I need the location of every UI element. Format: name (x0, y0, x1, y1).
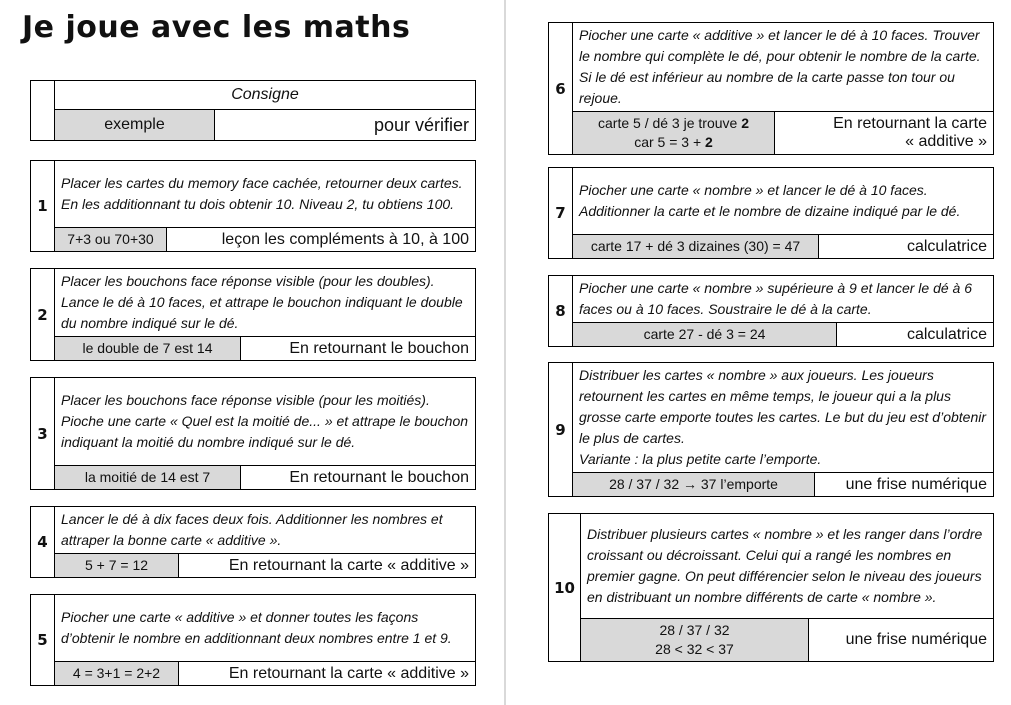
card-example-line: car 5 = 3 + (634, 134, 706, 150)
card-instruction: Placer les cartes du memory face cachée, retourner deux cartes. En les additionnant tu dois obtenir 10. Niveau 2, tu obtiens 100. (55, 161, 476, 228)
card-number: 6 (549, 23, 573, 155)
card-number: 5 (31, 595, 55, 686)
card-9 (548, 362, 994, 497)
card-instruction: Piocher une carte « nombre » et lancer le dé à 10 faces. Additionner la carte et le nombre de dizaine indiqué par le dé. (573, 168, 994, 235)
card-6 (548, 22, 994, 155)
card-example-answer: 2 (705, 134, 713, 150)
card-example (581, 619, 809, 662)
card-verify: calculatrice (819, 235, 994, 259)
legend-consigne: Consigne (55, 81, 476, 110)
card-example (573, 112, 775, 155)
card-4 (30, 506, 476, 578)
card-number: 2 (31, 269, 55, 361)
card-example: carte 27 - dé 3 = 24 (573, 323, 837, 347)
card-number: 1 (31, 161, 55, 252)
card-example-line: 28 / 37 / 32 (659, 622, 730, 638)
card-example: 5 + 7 = 12 (55, 554, 179, 578)
card-instruction: Placer les bouchons face réponse visible (pour les moitiés). Pioche une carte « Quel est la moitié de... » et attrape le bouchon indiquant la moitié du nombre indiqué sur le dé. (55, 378, 476, 466)
legend-number-cell (31, 81, 55, 141)
card-instruction: Piocher une carte « additive » et lancer le dé à 10 faces. Trouver le nombre qui complète le dé, pour obtenir le nombre de la carte. Si le dé est inférieur au nombre de la carte passe ton tour ou rejoue. (573, 23, 994, 112)
card-verify-line: En retournant la carte (833, 115, 987, 132)
card-verify (775, 112, 994, 155)
card-instruction-variant: Variante : la plus petite carte l’emporte. (579, 451, 822, 467)
card-verify: En retournant la carte « additive » (179, 554, 476, 578)
card-instruction: Distribuer plusieurs cartes « nombre » et les ranger dans l’ordre croissant ou décroissant. Celui qui a rangé les nombres en premier gagne. On peut différencier selon le niveau des joueurs en distribuant un nombre différents de carte « nombre ». (581, 514, 994, 619)
card-number: 8 (549, 276, 573, 347)
card-1 (30, 160, 476, 252)
card-number: 3 (31, 378, 55, 490)
card-verify: calculatrice (837, 323, 994, 347)
card-number: 7 (549, 168, 573, 259)
card-example: le double de 7 est 14 (55, 337, 241, 361)
card-instruction: Placer les bouchons face réponse visible (pour les doubles). Lance le dé à 10 faces, et attrape le bouchon indiquant le double du nombre indiqué sur le dé. (55, 269, 476, 337)
card-3 (30, 377, 476, 490)
card-10 (548, 513, 994, 662)
card-2 (30, 268, 476, 361)
legend-example: exemple (55, 110, 215, 141)
card-example: 28 / 37 / 32 → 37 l’emporte (573, 473, 815, 497)
card-number: 10 (549, 514, 581, 662)
card-number: 9 (549, 363, 573, 497)
legend-verify: pour vérifier (215, 110, 476, 141)
card-instruction: Piocher une carte « nombre » supérieure à 9 et lancer le dé à 6 faces ou à 10 faces. Soustraire le dé à la carte. (573, 276, 994, 323)
card-5 (30, 594, 476, 686)
card-example: 4 = 3+1 = 2+2 (55, 662, 179, 686)
card-example: 7+3 ou 70+30 (55, 228, 167, 252)
card-example-answer: 2 (741, 115, 749, 131)
card-7 (548, 167, 994, 259)
card-number: 4 (31, 507, 55, 578)
card-verify: une frise numérique (809, 619, 994, 662)
card-example: la moitié de 14 est 7 (55, 466, 241, 490)
legend-table (30, 80, 476, 141)
card-verify: leçon les compléments à 10, à 100 (167, 228, 476, 252)
card-verify: En retournant le bouchon (241, 337, 476, 361)
card-instruction: Lancer le dé à dix faces deux fois. Additionner les nombres et attraper la bonne carte « additive ». (55, 507, 476, 554)
page-title: Je joue avec les maths (22, 10, 411, 45)
column-divider (504, 0, 506, 705)
card-instruction-text: Distribuer les cartes « nombre » aux joueurs. Les joueurs retournent les cartes en même temps, le joueur qui a la plus grosse carte emporte toutes les cartes. Le but du jeu est d’obtenir le plus de cartes. (579, 367, 987, 446)
card-verify-line: « additive » (905, 133, 987, 150)
card-example-line: 28 < 32 < 37 (655, 641, 734, 657)
card-instruction: Piocher une carte « additive » et donner toutes les façons d’obtenir le nombre en additionnant deux nombres entre 1 et 9. (55, 595, 476, 662)
card-verify: En retournant le bouchon (241, 466, 476, 490)
card-verify: En retournant la carte « additive » (179, 662, 476, 686)
card-example-line: carte 5 / dé 3 je trouve (598, 115, 742, 131)
card-example: carte 17 + dé 3 dizaines (30) = 47 (573, 235, 819, 259)
card-verify: une frise numérique (815, 473, 994, 497)
card-8 (548, 275, 994, 347)
card-instruction (573, 363, 994, 473)
